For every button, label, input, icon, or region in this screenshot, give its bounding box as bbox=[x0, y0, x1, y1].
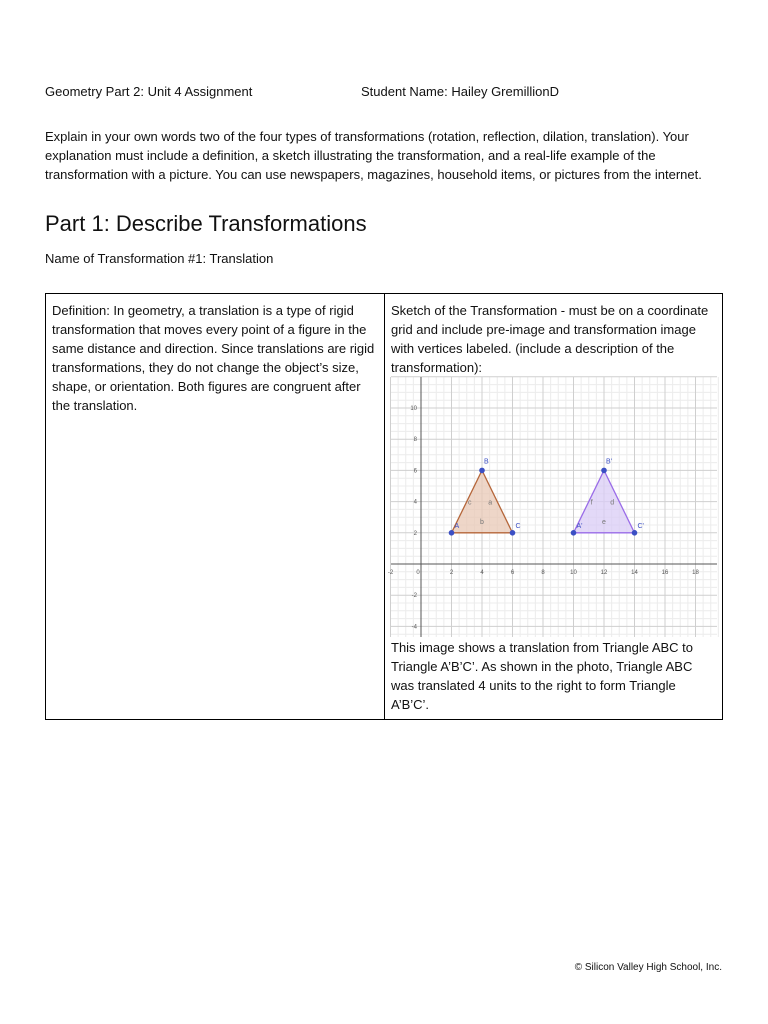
y-tick-label: 2 bbox=[413, 530, 417, 537]
x-tick-label: 16 bbox=[661, 570, 669, 576]
x-tick-label: 12 bbox=[600, 570, 608, 576]
image-side-label: f bbox=[590, 499, 593, 507]
y-tick-label: 6 bbox=[413, 468, 417, 475]
preimage-vertex-label: B bbox=[484, 458, 489, 466]
sketch-heading: Sketch of the Transformation - must be on a coordinate grid and include pre-image and transformation image with vertices labeled. (include a description of the transformation): bbox=[391, 303, 709, 375]
x-tick-label: 14 bbox=[631, 570, 638, 576]
student-name: Student Name: Hailey GremillionD bbox=[361, 84, 559, 99]
x-tick-label: 6 bbox=[510, 570, 515, 576]
image-vertex-label: B' bbox=[606, 458, 613, 466]
preimage-vertex-label: C bbox=[515, 522, 521, 530]
preimage-vertex-label: A bbox=[454, 522, 460, 530]
copyright-footer: © Silicon Valley High School, Inc. bbox=[574, 962, 722, 973]
x-tick-label: -2 bbox=[387, 570, 394, 576]
preimage-side-label: c bbox=[468, 499, 472, 507]
x-tick-label: 10 bbox=[570, 570, 577, 576]
sketch-caption: This image shows a translation from Triangle ABC to Triangle A’B’C’. As shown in the photo, Triangle ABC was translated 4 units to the right to form Triangle A’B’C’. bbox=[391, 640, 694, 712]
image-vertex-label: A' bbox=[576, 522, 583, 530]
x-tick-label: 0 bbox=[416, 570, 420, 576]
transformation-table bbox=[45, 293, 723, 720]
image-vertex-point bbox=[632, 530, 638, 536]
instructions-paragraph: Explain in your own words two of the four types of transformations (rotation, reflection, dilation, translation). Your explanation must include a definition, a sketch illustrating the transformation, and a real-life example of the transformation with a picture. You can use newspapers, magazines, household items, or pictures from the internet. bbox=[45, 129, 702, 182]
preimage-side-label: a bbox=[488, 499, 493, 507]
coordinate-grid-graph bbox=[387, 377, 717, 637]
preimage-vertex-point bbox=[479, 468, 485, 474]
y-tick-label: 8 bbox=[413, 437, 417, 444]
image-vertex-point bbox=[571, 530, 577, 536]
y-tick-label: 4 bbox=[413, 499, 417, 506]
preimage-side-label: b bbox=[480, 518, 484, 526]
image-side-label: e bbox=[602, 518, 606, 526]
definition-cell bbox=[46, 294, 385, 719]
x-tick-label: 2 bbox=[449, 570, 454, 576]
x-tick-label: 18 bbox=[692, 570, 699, 576]
y-tick-label: -2 bbox=[411, 593, 417, 600]
image-vertex-label: C' bbox=[637, 522, 644, 530]
image-vertex-point bbox=[601, 468, 607, 474]
sketch-cell bbox=[385, 294, 722, 719]
course-title: Geometry Part 2: Unit 4 Assignment bbox=[45, 84, 253, 99]
part-title: Part 1: Describe Transformations bbox=[45, 211, 367, 236]
preimage-vertex-point bbox=[510, 530, 516, 536]
y-tick-label: -4 bbox=[411, 624, 417, 631]
x-tick-label: 4 bbox=[480, 570, 484, 576]
y-tick-label: 10 bbox=[410, 406, 417, 412]
image-side-label: d bbox=[610, 499, 615, 507]
preimage-vertex-point bbox=[449, 530, 455, 536]
x-tick-label: 8 bbox=[541, 570, 545, 576]
transformation-name: Name of Transformation #1: Translation bbox=[45, 251, 274, 266]
definition-text: Definition: In geometry, a translation is a type of rigid transformation that moves every point of a figure in the same distance and direction. Since translations are rigid transformations, they do not change the object’s size, shape, or orientation. Both figures are congruent after the translation. bbox=[52, 303, 375, 413]
